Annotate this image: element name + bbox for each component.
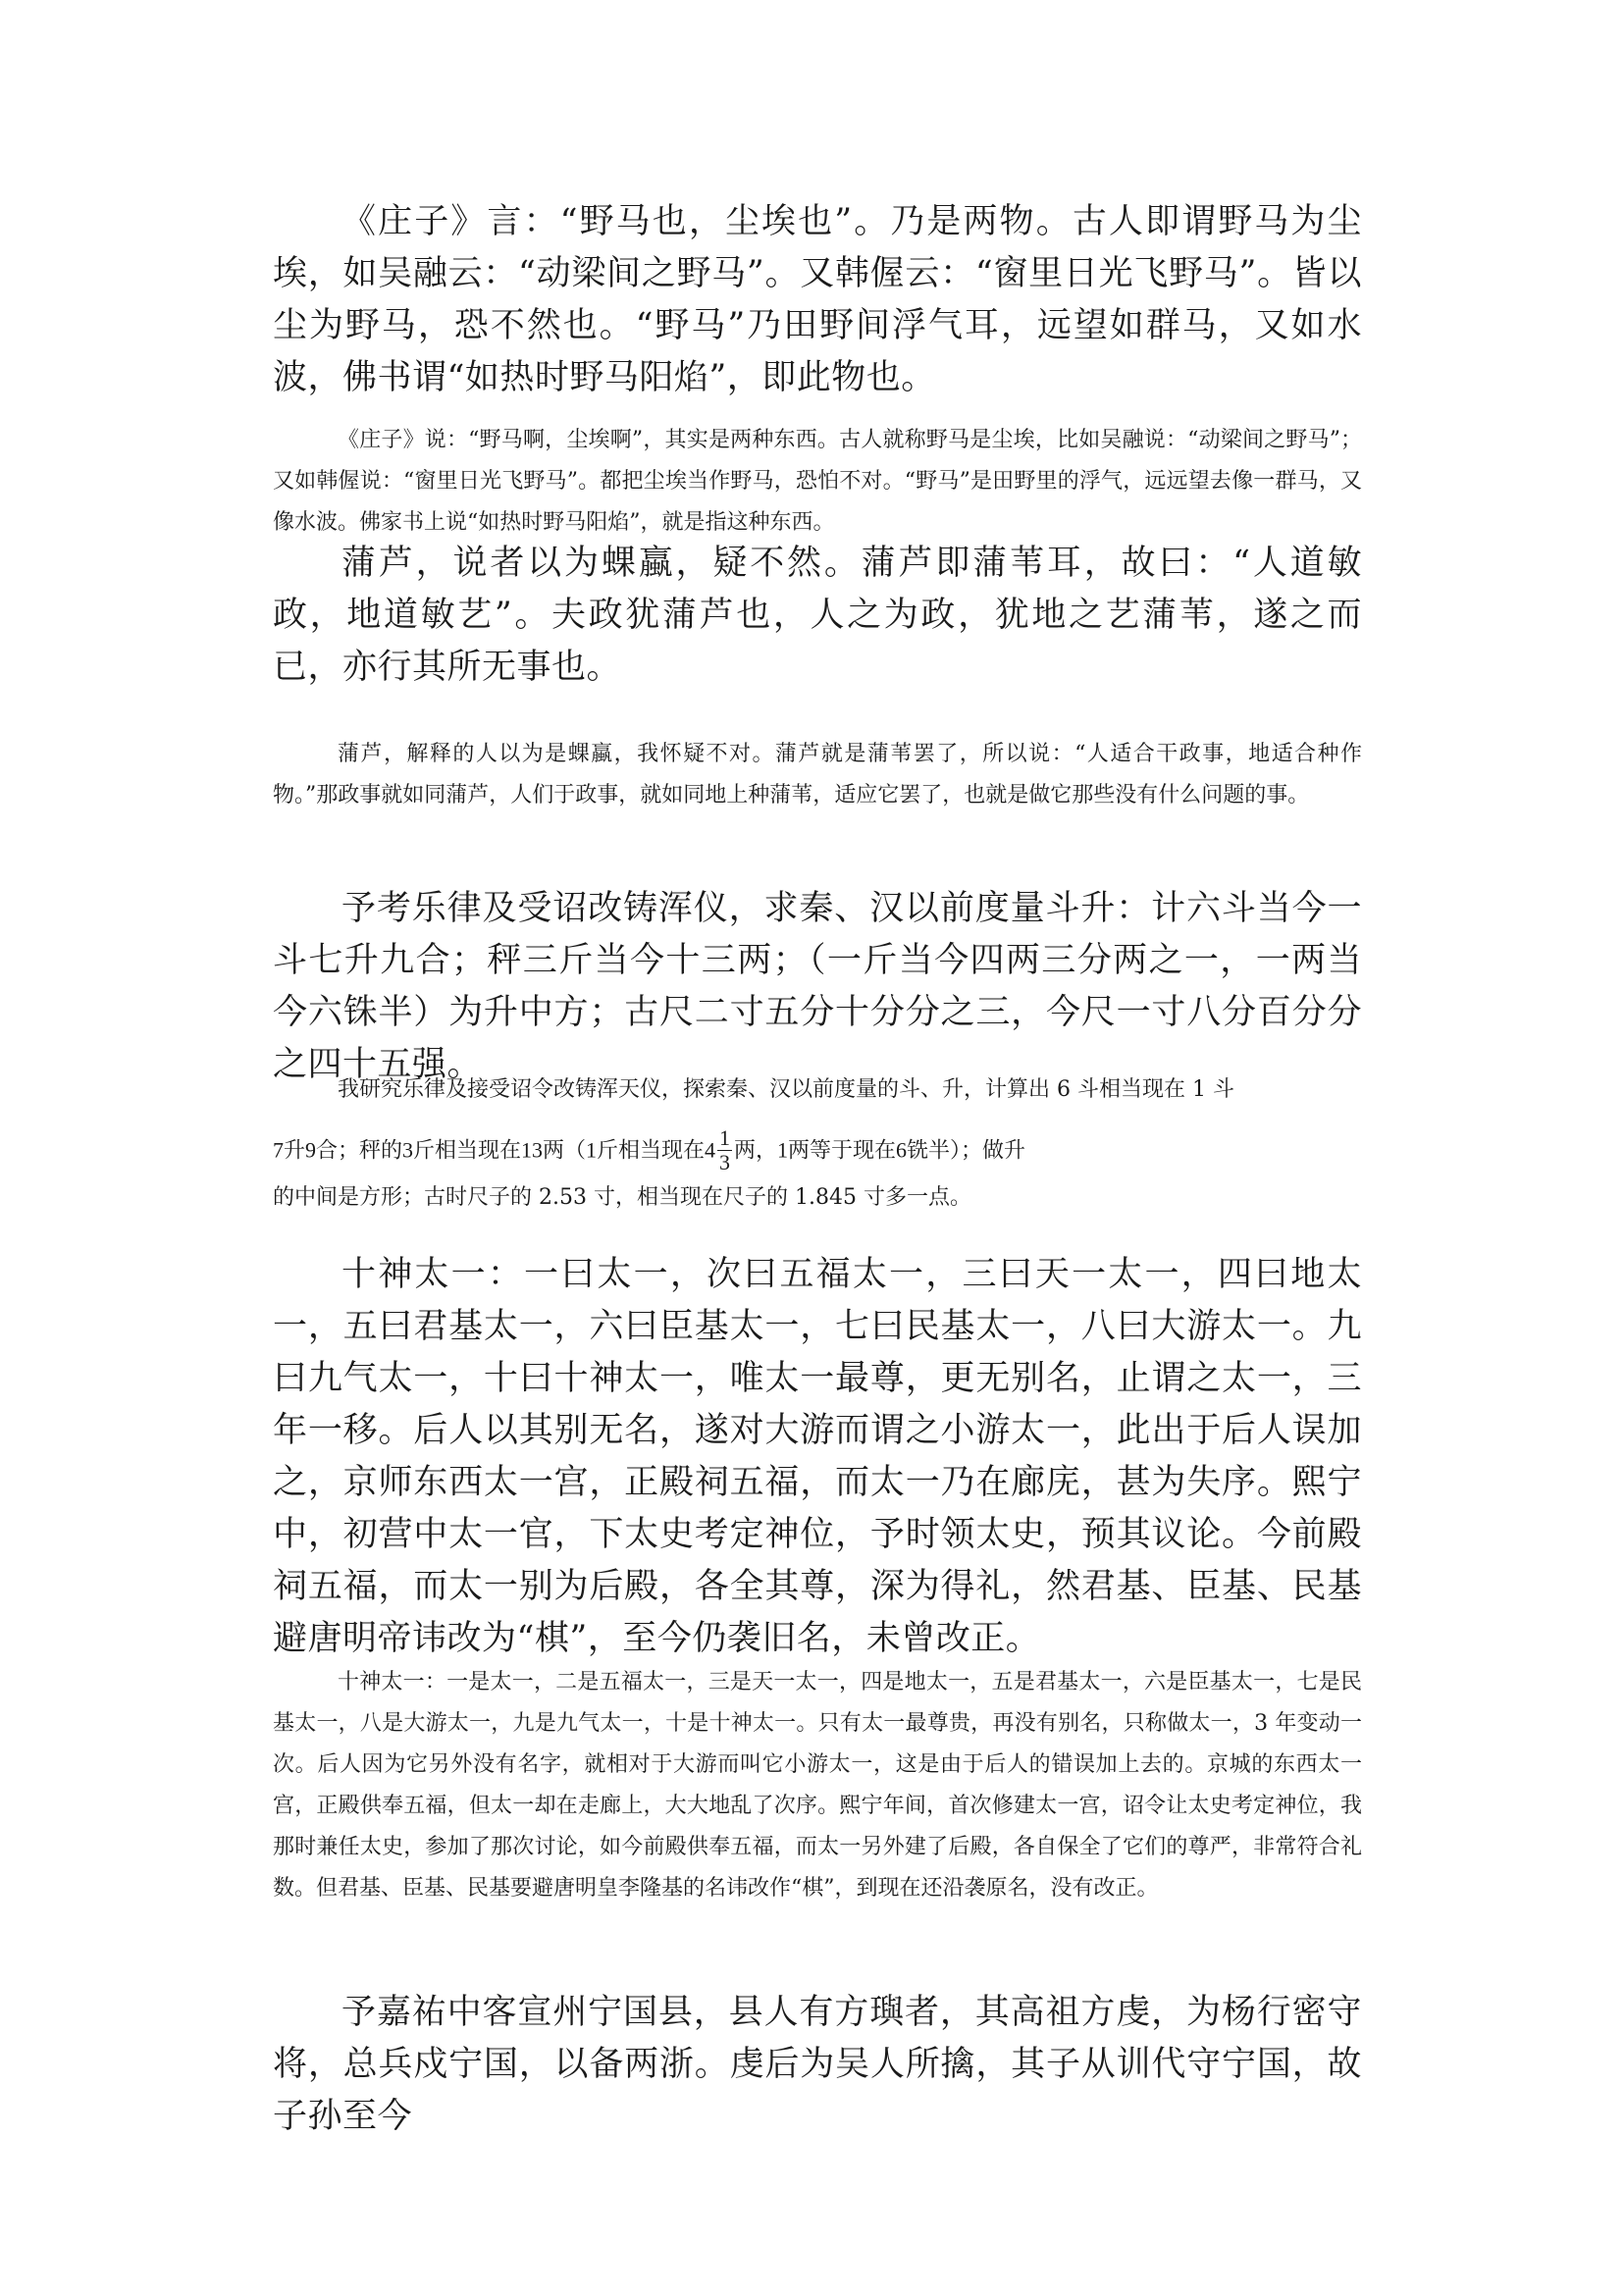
translation-3-line-3: 的中间是方形；古时尺子的 2.53 寸，相当现在尺子的 1.845 寸多一点。: [273, 1185, 971, 1210]
translation-3-line-1: 我研究乐律及接受诏令改铸浑天仪，探索秦、汉以前度量的斗、升，计算出 6 斗相当现在 1 斗: [338, 1077, 1234, 1102]
translation-3-line-2: [273, 1125, 1362, 1176]
paragraph-original-3: 予考乐律及受诏改铸浑仪，求秦、汉以前度量斗升：计六斗当今一斗七升九合；秤三斤当今十三两；（一斤当今四两三分两之一，一两当今六铢半）为升中方；古尺二寸五分十分分之三，今尺一寸八分百分分之四十五强。: [273, 889, 1362, 1084]
paragraph-translation-4: 十神太一：一是太一，二是五福太一，三是天一太一，四是地太一，五是君基太一，六是臣基太一，七是民基太一，八是大游太一，九是九气太一，十是十神太一。只有太一最尊贵，再没有别名，只称做太一，3 年变动一次。后人因为它另外没有名字，就相对于大游而叫它小游太一，这是由于后人的错误加上去的。京城的东西太一宫，正殿供奉五福，但太一却在走廊上，大大地乱了次序。熙宁年间，首次修建太一宫，诏令让太史考定神位，我那时兼任太史，参加了那次讨论，如今前殿供奉五福，而太一另外建了后殿，各自保全了它们的尊严，非常符合礼数。但君基、臣基、民基要避唐明皇李隆基的名讳改作“棋”，到现在还沿袭原名，没有改正。: [273, 1670, 1362, 1901]
paragraph-translation-1: 《庄子》说：“野马啊，尘埃啊”，其实是两种东西。古人就称野马是尘埃，比如吴融说：“动梁间之野马”；又如韩偓说：“窗里日光飞野马”。都把尘埃当作野马，恐怕不对。“野马”是田野里的浮气，远远望去像一群马，又像水波。佛家书上说“如热时野马阳焰”，就是指这种东西。: [273, 428, 1362, 535]
paragraph-translation-2: 蒲芦，解释的人以为是蜾蠃，我怀疑不对。蒲芦就是蒲苇罢了，所以说：“人适合干政事，地适合种作物。”那政事就如同蒲芦，人们于政事，就如同地上种蒲苇，适应它罢了，也就是做它那些没有什么问题的事。: [273, 742, 1362, 808]
paragraph-original-4: 十神太一：一曰太一，次曰五福太一，三曰天一太一，四曰地太一，五曰君基太一，六曰臣基太一，七曰民基太一，八曰大游太一。九曰九气太一，十曰十神太一，唯太一最尊，更无别名，止谓之太一，三年一移。后人以其别无名，遂对大游而谓之小游太一，此出于后人误加之，京师东西太一宫，正殿祠五福，而太一乃在廊庑，甚为失序。熙宁中，初营中太一官，下太史考定神位，予时领太史，预其议论。今前殿祠五福，而太一别为后殿，各全其尊，深为得礼，然君基、臣基、民基避唐明帝讳改为“棋”，至今仍袭旧名，未曾改正。: [273, 1255, 1362, 1658]
translation-3-line-2-before: 7升9合；秤的3斤相当现在13两（1斤相当现在4: [273, 1137, 716, 1163]
fraction-one-third: [717, 1126, 732, 1174]
translation-3-line-2-after: 两，1两等于现在6铣半）；做升: [734, 1137, 1026, 1163]
paragraph-original-2: 蒲芦，说者以为蜾蠃，疑不然。蒲芦即蒲苇耳，故曰：“人道敏政，地道敏艺”。夫政犹蒲芦也，人之为政，犹地之艺蒲苇，遂之而已，亦行其所无事也。: [273, 544, 1362, 687]
fraction-numerator: 1: [719, 1125, 731, 1150]
paragraph-original-1: 《庄子》言：“野马也，尘埃也”。乃是两物。古人即谓野马为尘埃，如吴融云：“动梁间之野马”。又韩偓云：“窗里日光飞野马”。皆以尘为野马，恐不然也。“野马”乃田野间浮气耳，远望如群马，又如水波，佛书谓“如热时野马阳焰”，即此物也。: [273, 202, 1362, 397]
paragraph-original-5: 予嘉祐中客宣州宁国县，县人有方璵者，其高祖方虔，为杨行密守将，总兵戍宁国，以备两浙。虔后为吴人所擒，其子从训代守宁国，故子孙至今: [273, 1993, 1362, 2136]
fraction-denominator: 3: [719, 1150, 731, 1174]
